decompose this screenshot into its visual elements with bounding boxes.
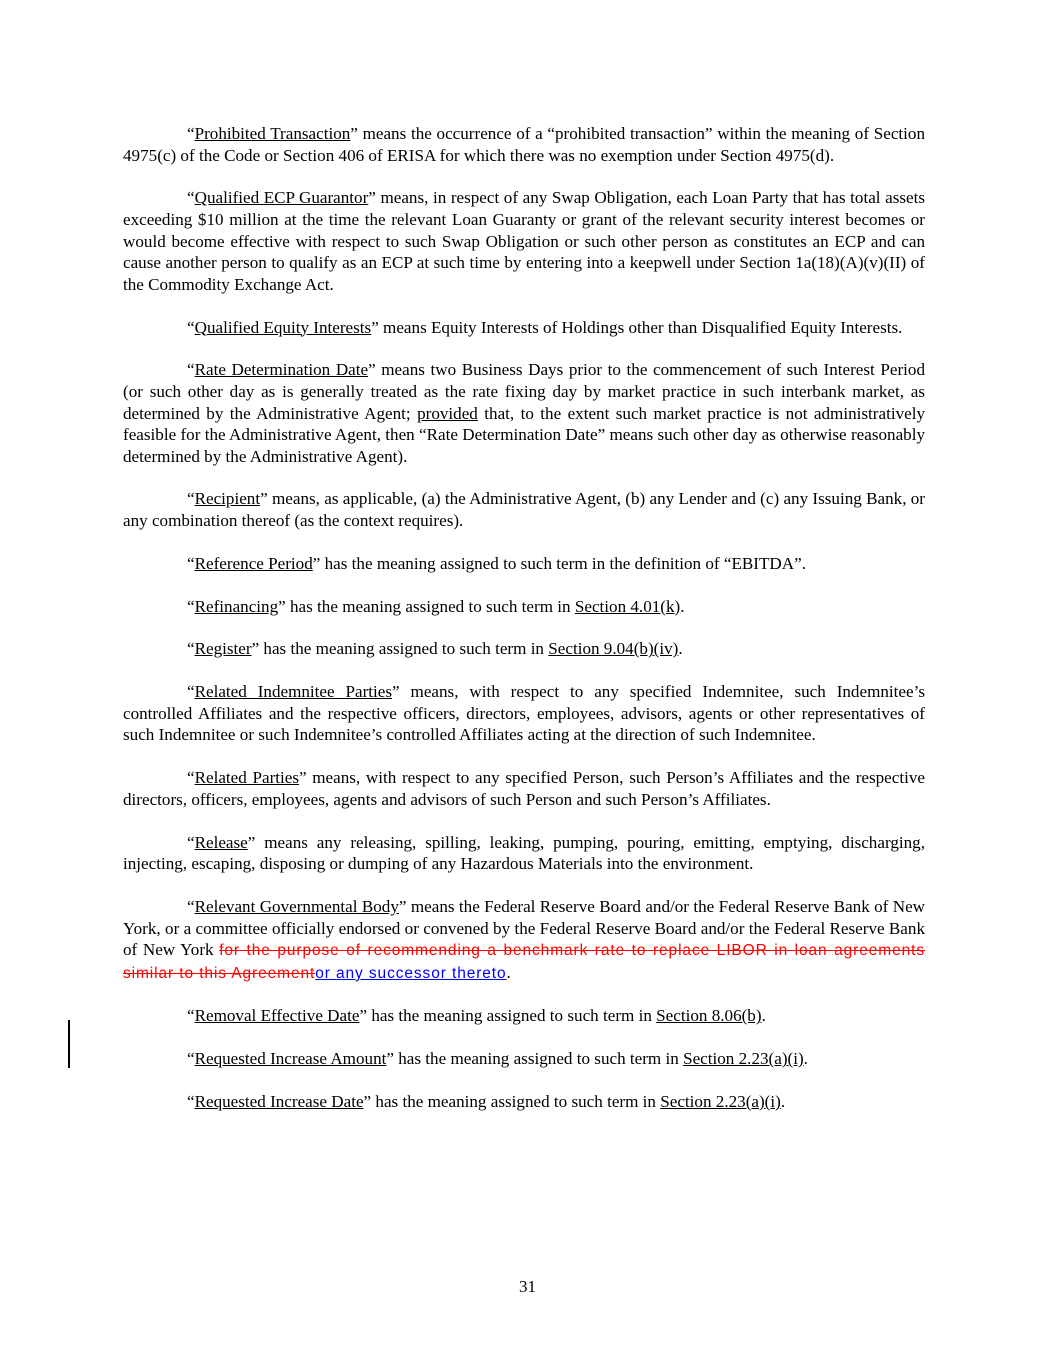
- defined-term: Register: [194, 639, 252, 659]
- defined-term: Reference Period: [194, 553, 313, 573]
- defined-term: Requested Increase Date: [194, 1092, 364, 1112]
- definition-release: “Release” means any releasing, spilling, leaking, pumping, pouring, emitting, emptying, discharging, injecting, escaping, disposing or dumping of any Hazardous Materials into the environment.: [123, 832, 925, 874]
- revision-change-bar: [68, 1020, 70, 1068]
- defined-term: Refinancing: [194, 596, 279, 616]
- defined-term: Qualified Equity Interests: [194, 317, 372, 337]
- definition-reference-period: “Reference Period” has the meaning assigned to such term in the definition of “EBITDA”.: [187, 553, 806, 573]
- definition-recipient: “Recipient” means, as applicable, (a) the Administrative Agent, (b) any Lender and (c) any Issuing Bank, or any combination thereof (as the context requires).: [123, 489, 925, 531]
- definition-refinancing: “Refinancing” has the meaning assigned to such term in Section 4.01(k).: [187, 596, 685, 616]
- section-reference: Section 4.01(k): [574, 596, 681, 616]
- definition-qualified-equity-interests: “Qualified Equity Interests” means Equity Interests of Holdings other than Disqualified Equity Interests.: [187, 317, 903, 337]
- definition-requested-increase-amount: “Requested Increase Amount” has the meaning assigned to such term in Section 2.23(a)(i).: [187, 1049, 808, 1069]
- definition-related-indemnitee-parties: “Related Indemnitee Parties” means, with respect to any specified Indemnitee, such Indemnitee’s controlled Affiliates and the respective officers, directors, employees, advisors, agents or other representatives of such Indemnitee or such Indemnitee’s controlled Affiliates acting at the direction of such Indemnitee.: [123, 682, 925, 745]
- section-reference: Section 9.04(b)(iv): [548, 639, 679, 659]
- page-number: 31: [518, 1277, 537, 1296]
- definition-register: “Register” has the meaning assigned to such term in Section 9.04(b)(iv).: [187, 639, 683, 659]
- defined-term: Requested Increase Amount: [194, 1049, 387, 1069]
- defined-term: Recipient: [194, 489, 261, 509]
- inserted-text: or any successor thereto: [315, 964, 507, 982]
- defined-term: Removal Effective Date: [194, 1006, 360, 1026]
- defined-term: Release: [194, 832, 248, 852]
- definition-removal-effective-date: “Removal Effective Date” has the meaning assigned to such term in Section 8.06(b).: [187, 1006, 766, 1026]
- defined-term: Qualified ECP Guarantor: [194, 188, 369, 208]
- section-reference: Section 8.06(b): [656, 1006, 762, 1026]
- section-reference: Section 2.23(a)(i): [660, 1092, 781, 1112]
- deleted-text: for the purpose of recommending a benchmark rate to replace LIBOR in loan agreements similar to this Agreement: [123, 942, 925, 982]
- defined-term: Related Parties: [194, 768, 299, 788]
- defined-term: Rate Determination Date: [194, 360, 369, 380]
- definition-rate-determination-date: “Rate Determination Date” means two Business Days prior to the commencement of such Interest Period (or such other day as is generally treated as the rate fixing day by market practice in such interbank market, as determined by the Administrative Agent; provided that, to the extent such market practice is not administratively feasible for the Administrative Agent, then “Rate Determination Date” means such other day as otherwise reasonably determined by the Administrative Agent).: [123, 360, 925, 466]
- definition-relevant-governmental-body: “Relevant Governmental Body” means the Federal Reserve Board and/or the Federal Reserve Bank of New York, or a committee officially endorsed or convened by the Federal Reserve Board and/or the Federal Reserve Bank of New York for the purpose of recommending a benchmark rate to replace LIBOR in loan agreements similar to this Agreementor any successor thereto.: [123, 896, 925, 982]
- defined-term: Prohibited Transaction: [194, 124, 351, 143]
- section-reference: Section 2.23(a)(i): [683, 1049, 804, 1069]
- document-body: [123, 123, 925, 1134]
- provided-word: provided: [417, 403, 478, 423]
- defined-term: Relevant Governmental Body: [194, 896, 399, 916]
- definition-related-parties: “Related Parties” means, with respect to any specified Person, such Person’s Affiliates and the respective directors, officers, employees, agents and advisors of such Person and such Person’s Affiliates.: [123, 768, 925, 809]
- definition-requested-increase-date: “Requested Increase Date” has the meaning assigned to such term in Section 2.23(a)(i).: [187, 1092, 786, 1112]
- definition-qualified-ecp-guarantor: “Qualified ECP Guarantor” means, in respect of any Swap Obligation, each Loan Party that has total assets exceeding $10 million at the time the relevant Loan Guaranty or grant of the relevant security interest becomes or would become effective with respect to such Swap Obligation or such other person as constitutes an ECP and can cause another person to qualify as an ECP at such time by entering into a keepwell under Section 1a(18)(A)(v)(II) of the Commodity Exchange Act.: [123, 188, 925, 294]
- defined-term: Related Indemnitee Parties: [194, 682, 393, 702]
- definition-prohibited-transaction: “Prohibited Transaction” means the occurrence of a “prohibited transaction” within the meaning of Section 4975(c) of the Code or Section 406 of ERISA for which there was no exemption under Section 4975(d).: [123, 124, 925, 165]
